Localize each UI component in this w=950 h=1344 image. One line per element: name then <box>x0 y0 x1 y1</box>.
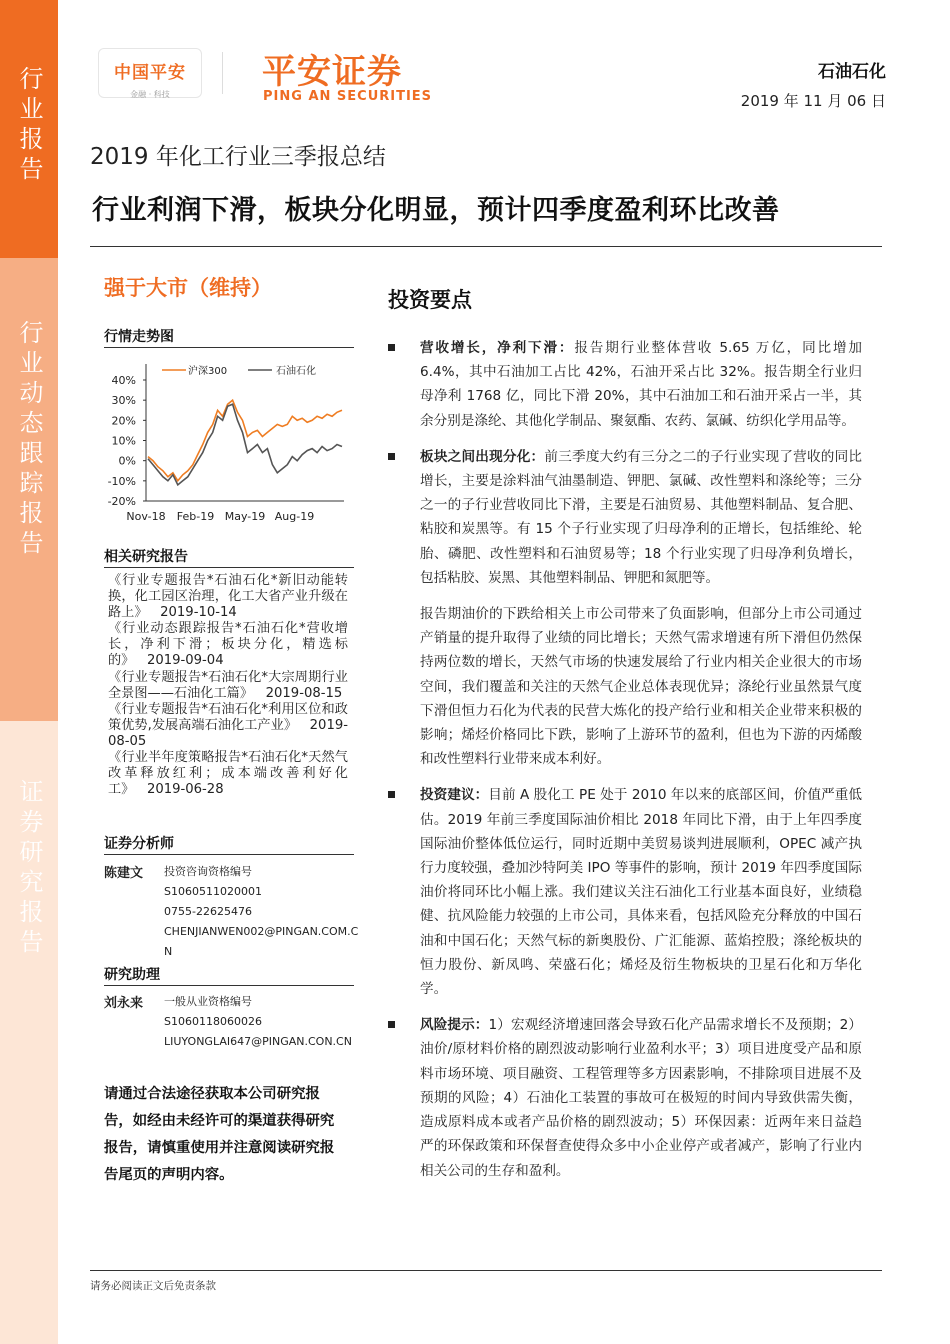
trend-heading: 行情走势图 <box>104 329 174 345</box>
analyst-email[interactable]: CHENJIANWEN002@PINGAN.COM.CN <box>164 925 359 958</box>
legend-label-hs300: 沪深300 <box>188 366 228 377</box>
industry-label: 石油石化 <box>818 62 886 82</box>
bullet-text: 1）宏观经济增速回落会导致石化产品需求增长不及预期；2）油价/原材料价格的剧烈波动影响行业盈利水平；3）项目进度受产品和原料市场环境、项目融资、工程管理等多方因素影响，不排除项目进展不及预期的风险；4）石油化工装置的事故可在极短的时间内导致供需失衡，造成原料成本或者产品价格的剧烈波动；5）环保因素：近两年来日益趋严的环保政策和环保督查使得众多中小企业停产或者减产，影响了行业内相关公司的生存和盈利。 <box>420 1017 863 1179</box>
related-reports-list <box>108 573 348 798</box>
bullet-lead: 营收增长，净利下滑： <box>420 340 575 356</box>
y-tick-label: 30% <box>111 394 136 408</box>
assistant-cert-label: 一般从业资格编号 <box>164 995 252 1008</box>
market-trend-chart <box>100 356 358 528</box>
logo-divider <box>222 52 223 94</box>
report-date: 2019 年 11 月 06 日 <box>740 92 886 110</box>
x-tick-label: Feb-19 <box>176 510 215 523</box>
bullet-lead: 风险提示： <box>420 1017 489 1034</box>
analyst-info <box>164 862 359 962</box>
report-title: 《行业专题报告*石油石化*新旧动能转换，化工园区治理，化工大省产业升级在路上》 <box>108 573 348 621</box>
sidebar-section-securities-research <box>0 721 58 1344</box>
assistant-divider <box>104 985 354 986</box>
y-tick-label: 10% <box>111 434 136 448</box>
bullet-lead: 投资建议： <box>420 787 489 804</box>
assistant-email[interactable]: LIUYONGLAI647@PINGAN.CON.CN <box>164 1035 352 1048</box>
y-tick-label: 40% <box>111 374 136 387</box>
highlight-paragraph: 报告期油价的下跌给相关上市公司带来了负面影响，但部分上市公司通过产销量的提升取得了业绩的同比增长；天然气需求增速有所下滑但仍然保持两位数的增长，天然气市场的快速发展给了行业内相关企业很大的市场空间，我们覆盖和关注的天然气企业总体表现优异；涤纶行业虽然景气度下滑但恒力石化为代表的民营大炼化的投产给行业和相关企业带来积极的影响；烯烃价格同比下跌，影响了上游环节的盈利，但也为下游的丙烯酸和改性塑料行业带来成本利好。 <box>420 606 862 768</box>
bullet-square-icon <box>388 791 395 798</box>
sidebar-label-3: 证券研究报告 <box>15 779 43 959</box>
logo-cn-text: 中国平安 <box>114 63 186 83</box>
report-title: 《行业专题报告*石油石化*大宗周期行业全景图——石油化工篇》 <box>108 669 348 701</box>
footer-disclaimer: 请务必阅读正文后免责条款 <box>90 1280 216 1292</box>
sidebar-label-1: 行业报告 <box>15 66 43 186</box>
investment-highlights <box>388 336 862 1195</box>
bullet-text: 目前 A 股化工 PE 处于 2010 年以来的底部区间，价值严重低估。2019 年前三季度国际油价相比 2018 年同比下滑，由于上年四季度国际油价整体低位运行，同时近期中美贸易谈判进展顺利，OPEC 减产执行力度较强，叠加沙特阿美 IPO 等事件的影响，预计 2019 年四季度国际油价将同环比小幅上涨。我们建议关注石油化工行业基本面良好，业绩稳健、抗风险能力较强的上市公司，具体来看，包括风险充分释放的中国石油和中国石化；天然气标的新奥股份、广汇能源、蓝焰控股；涤纶板块的恒力股份、新凤鸣、荣盛石化；烯烃及衍生物板块的卫星石化和万华化学。 <box>420 787 863 998</box>
bullet-text: 报告期行业整体营收 5.65 万亿，同比增加 6.4%，其中石油加工占比 42%，石油开采占比 32%。报告期全行业归母净利 1768 亿，同比下滑 20%，其中石油加工和石油开采占一半，其余分别是涤纶、其他化学制品、聚氨酯、农药、氯碱、纺织化学用品等。 <box>420 340 862 429</box>
sidebar-section-dynamic-report <box>0 258 58 721</box>
legend-label-petro: 石油石化 <box>276 366 316 377</box>
series-line-petrochem <box>148 404 342 485</box>
y-tick-label: 20% <box>111 414 136 428</box>
footer-divider <box>90 1270 882 1271</box>
brand-name-cn: 平安证券 <box>262 52 402 92</box>
assistant-name: 刘永来 <box>104 996 144 1011</box>
assistant-heading: 研究助理 <box>104 967 160 983</box>
highlight-bullet <box>388 336 862 433</box>
title-divider <box>90 246 882 247</box>
related-report-item[interactable] <box>108 750 348 798</box>
highlight-bullet <box>388 1013 862 1182</box>
investment-highlights-heading: 投资要点 <box>388 288 472 312</box>
report-date: 2019-08-15 <box>265 685 343 701</box>
bullet-lead: 板块之间出现分化： <box>420 448 545 465</box>
analyst-cert-label: 投资咨询资格编号 <box>164 865 252 878</box>
y-tick-label: -10% <box>107 474 136 488</box>
brand-name-en: PING AN SECURITIES <box>263 89 433 104</box>
related-reports-divider <box>104 567 354 568</box>
analyst-phone: 0755-22625476 <box>164 905 252 918</box>
bullet-square-icon <box>388 453 395 460</box>
y-tick-label: 0% <box>118 454 136 468</box>
assistant-info <box>164 992 359 1052</box>
y-tick-label: -20% <box>107 495 136 508</box>
related-report-item[interactable] <box>108 621 348 669</box>
analyst-name: 陈建文 <box>104 866 144 881</box>
report-date: 2019-08-05 <box>108 717 348 749</box>
report-date: 2019-10-14 <box>160 605 237 621</box>
related-reports-heading: 相关研究报告 <box>104 549 188 565</box>
ping-an-logo <box>98 48 202 98</box>
analyst-heading: 证券分析师 <box>104 836 174 852</box>
analyst-cert: S1060511020001 <box>164 885 262 898</box>
sidebar-label-2: 行业动态跟踪报告 <box>15 320 43 560</box>
report-title: 《行业半年度策略报告*石油石化*天然气改革释放红利；成本端改善利好化工》 <box>108 750 348 798</box>
rating-label: 强于大市（维持） <box>104 276 272 300</box>
bullet-square-icon <box>388 344 395 351</box>
related-report-item[interactable] <box>108 670 348 702</box>
analyst-divider <box>104 854 354 855</box>
report-subtitle: 2019 年化工行业三季报总结 <box>90 144 386 170</box>
related-report-item[interactable] <box>108 702 348 750</box>
x-tick-label: Aug-19 <box>274 510 315 523</box>
report-date: 2019-06-28 <box>146 782 224 798</box>
sidebar-section-industry-report <box>0 0 58 258</box>
highlight-bullet <box>388 783 862 1001</box>
x-tick-label: Nov-18 <box>126 510 166 523</box>
trend-divider <box>104 347 354 348</box>
chart-svg <box>100 356 358 528</box>
report-date: 2019-09-04 <box>146 653 224 669</box>
highlight-bullet <box>388 445 862 590</box>
logo-sub-text: 金融 · 科技 <box>130 90 170 99</box>
related-report-item[interactable] <box>108 573 348 621</box>
assistant-cert: S1060118060026 <box>164 1015 262 1028</box>
left-sidebar <box>0 0 58 1344</box>
legal-notice: 请通过合法途径获取本公司研究报告，如经由未经许可的渠道获得研究报告，请慎重使用并注意阅读研究报告尾页的声明内容。 <box>104 1086 335 1183</box>
report-title: 《行业动态跟踪报告*石油石化*营收增长，净利下滑；板块分化，精选标的》 <box>108 621 348 669</box>
report-title: 行业利润下滑，板块分化明显，预计四季度盈利环比改善 <box>92 195 780 226</box>
bullet-square-icon <box>388 1021 395 1028</box>
x-tick-label: May-19 <box>224 510 266 523</box>
report-title: 《行业专题报告*石油石化*利用区位和政策优势,发展高端石油化工产业》 <box>108 701 348 733</box>
bullet-text: 前三季度大约有三分之二的子行业实现了营收的同比增长，主要是涂料油气油墨制造、钾肥、氯碱、改性塑料和涤纶等；三分之一的子行业营收同比下滑，主要是石油贸易、其他塑料制品、复合肥、粘胶和炭黑等。有 15 个子行业实现了归母净利的正增长，包括维纶、轮胎、磷肥、改性塑料和石油贸易等；18 个行业实现了归母净利负增长，包括粘胶、炭黑、其他塑料制品、钾肥和氮肥等。 <box>420 448 863 586</box>
